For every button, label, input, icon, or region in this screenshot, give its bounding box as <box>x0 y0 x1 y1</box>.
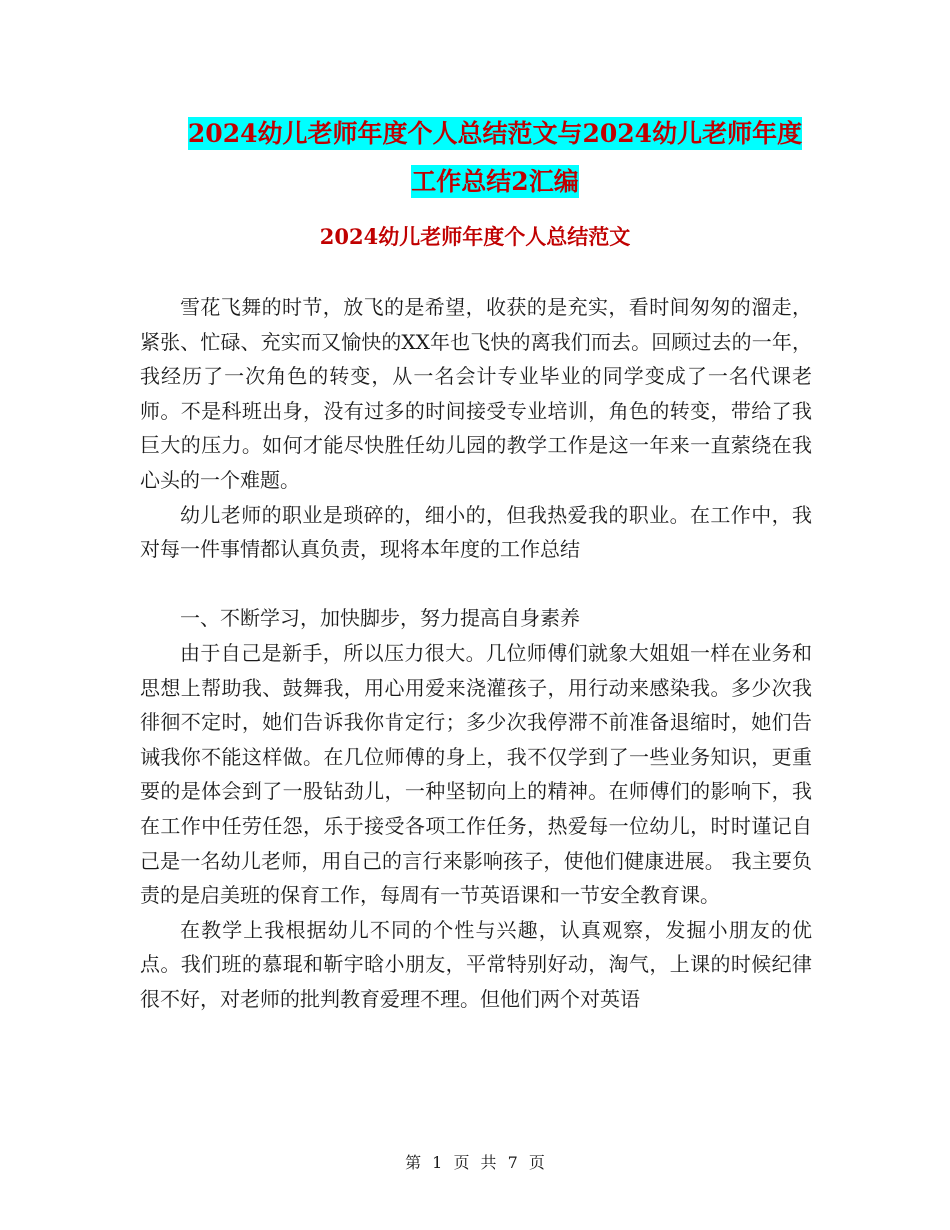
paragraph-1: 雪花飞舞的时节，放飞的是希望，收获的是充实，看时间匆匆的溜走，紧张、忙碌、充实而又愉快的XX年也飞快的离我们而去。回顾过去的一年，我经历了一次角色的转变，从一名会计专业毕业的同学变成了一名代课老师。不是科班出身，没有过多的时间接受专业培训，角色的转变，带给了我巨大的压力。如何才能尽快胜任幼儿园的教学工作是这一年来一直萦绕在我心头的一个难题。 <box>140 295 812 492</box>
paragraph-2: 幼儿老师的职业是琐碎的，细小的，但我热爱我的职业。在工作中，我对每一件事情都认真负责，现将本年度的工作总结 <box>140 502 812 562</box>
document-title-line-1: 2024幼儿老师年度个人总结范文与2024幼儿老师年度 <box>187 119 803 148</box>
page-footer: 第 1 页 共 7 页 <box>405 1153 545 1172</box>
section-title: 2024幼儿老师年度个人总结范文 <box>319 224 631 249</box>
document-title <box>120 110 870 206</box>
paragraph-spacer <box>140 567 812 602</box>
paragraph-3: 由于自己是新手，所以压力很大。几位师傅们就象大姐姐一样在业务和思想上帮助我、鼓舞我，用心用爱来浇灌孩子，用行动来感染我。多少次我徘徊不定时，她们告诉我你肯定行；多少次我停滞不前准备退缩时，她们告诫我你不能这样做。在几位师傅的身上，我不仅学到了一些业务知识，更重要的是体会到了一股钻劲儿，一种坚韧向上的精神。在师傅们的影响下，我在工作中任劳任怨，乐于接受各项工作任务，热爱每一位幼儿，时时谨记自己是一名幼儿老师，用自己的言行来影响孩子，使他们健康进展。 我主要负责的是启美班的保育工作，每周有一节英语课和一节安全教育课。 <box>140 640 812 908</box>
document-title-line-2: 工作总结2汇编 <box>411 167 579 196</box>
subheading-1: 一、不断学习，加快脚步，努力提高自身素养 <box>180 606 580 631</box>
document-body <box>140 290 812 1016</box>
paragraph-4: 在教学上我根据幼儿不同的个性与兴趣，认真观察，发掘小朋友的优点。我们班的慕琨和靳宇晗小朋友，平常特别好动，淘气，上课的时候纪律很不好，对老师的批判教育爱理不理。但他们两个对英语 <box>140 917 812 1011</box>
